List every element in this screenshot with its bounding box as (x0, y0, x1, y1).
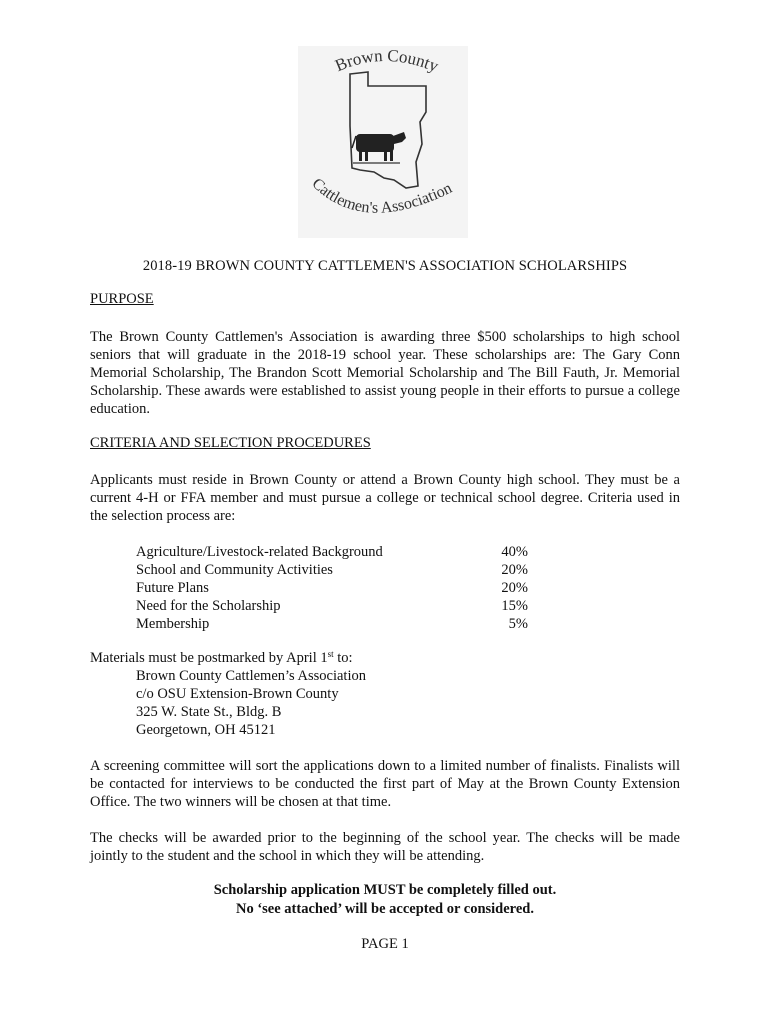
logo-text-top: Brown County (332, 46, 442, 76)
criteria-weight: 5% (508, 616, 528, 632)
criteria-label: Need for the Scholarship (136, 598, 281, 614)
criteria-label: Membership (136, 616, 210, 632)
criteria-heading: CRITERIA AND SELECTION PROCEDURES (90, 435, 371, 451)
notice-line-2: No ‘see attached’ will be accepted or considered. (235, 901, 534, 917)
criteria-weight: 40% (501, 544, 528, 560)
criteria-row (136, 579, 528, 597)
address-line: 325 W. State St., Bldg. B (136, 704, 282, 720)
criteria-row (136, 561, 528, 579)
materials-intro: Materials must be postmarked by April 1st to: (90, 649, 353, 666)
criteria-paragraph: Applicants must reside in Brown County or attend a Brown County high school. They must be a current 4-H or FFA member and must pursue a college or technical school degree. Criteria used in the selection process are: (90, 472, 680, 524)
criteria-weight: 15% (501, 598, 528, 614)
screening-paragraph: A screening committee will sort the applications down to a limited number of finalists. Finalists will be contacted for interviews to be conducted the first part of May at the Brown County Extension Office. The two winners will be chosen at that time. (90, 758, 680, 810)
purpose-paragraph: The Brown County Cattlemen's Association is awarding three $500 scholarships to high school seniors that will graduate in the 2018-19 school year. These scholarships are: The Gary Conn Memorial Scholarship, The Brandon Scott Memorial Scholarship and The Bill Fauth, Jr. Memorial Scholarship. These awards were established to assist young people in their efforts to pursue a college education. (90, 329, 680, 417)
criteria-table (136, 543, 528, 633)
checks-paragraph: The checks will be awarded prior to the beginning of the school year. The checks will be made jointly to the student and the school in which they will be attending. (90, 830, 680, 864)
criteria-label: School and Community Activities (136, 562, 333, 578)
criteria-row (136, 543, 528, 561)
purpose-heading: PURPOSE (90, 291, 154, 307)
logo-text-bottom: Cattlemen's Association (308, 174, 455, 217)
document-title: 2018-19 BROWN COUNTY CATTLEMEN'S ASSOCIATION SCHOLARSHIPS (142, 258, 628, 274)
notice-line-1: Scholarship application MUST be completely filled out. (213, 882, 557, 898)
address-line: Brown County Cattlemen’s Association (136, 668, 366, 684)
criteria-label: Future Plans (136, 580, 209, 596)
address-line: Georgetown, OH 45121 (136, 722, 276, 738)
criteria-weight: 20% (501, 580, 528, 596)
criteria-row (136, 615, 528, 633)
criteria-row (136, 597, 528, 615)
materials-block (90, 649, 366, 739)
page-number: PAGE 1 (361, 936, 409, 952)
cattlemens-association-logo (298, 46, 468, 238)
address-line: c/o OSU Extension-Brown County (136, 686, 339, 702)
criteria-label: Agriculture/Livestock-related Background (136, 544, 383, 560)
criteria-weight: 20% (501, 562, 528, 578)
